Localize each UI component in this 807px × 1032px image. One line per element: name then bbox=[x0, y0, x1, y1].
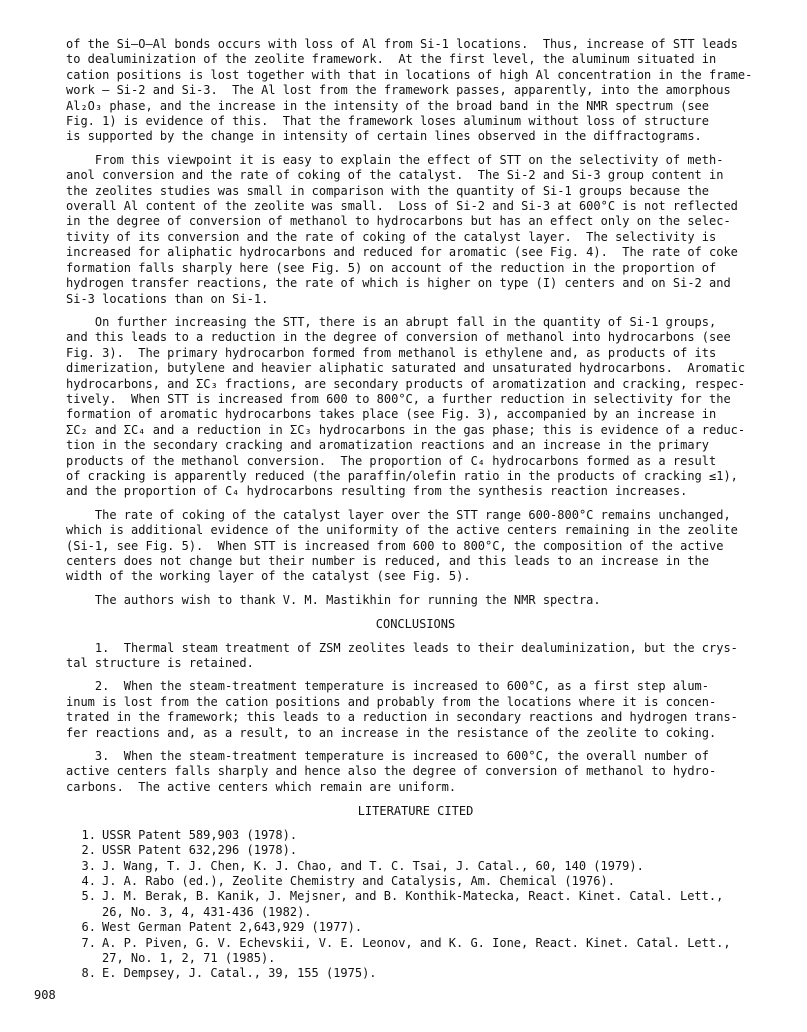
reference-number: 7. bbox=[81, 935, 96, 950]
reference-text: E. Dempsey, J. Catal., 39, 155 (1975). bbox=[102, 966, 377, 981]
reference-item bbox=[81, 858, 765, 874]
reference-text: A. P. Piven, G. V. Echevskii, V. E. Leonov, and K. G. Ione, React. Kinet. Catal. Lett., 27, No. 1, 2, 71 (1985). bbox=[102, 935, 731, 965]
reference-item bbox=[81, 966, 765, 981]
reference-number: 8. bbox=[81, 966, 96, 981]
conclusion-item: 1. Thermal steam treatment of ZSM zeolites leads to their dealuminization, but the crys- tal structure is retained. bbox=[66, 640, 738, 671]
conclusions-heading: CONCLUSIONS bbox=[375, 617, 456, 632]
reference-text: J. A. Rabo (ed.), Zeolite Chemistry and Catalysis, Am. Chemical (1976). bbox=[102, 873, 615, 888]
reference-number: 2. bbox=[81, 843, 96, 858]
reference-text: USSR Patent 632,296 (1978). bbox=[102, 843, 298, 858]
reference-number: 5. bbox=[81, 889, 96, 904]
reference-text: J. M. Berak, B. Kanik, J. Mejsner, and B. Konthik-Matecka, React. Kinet. Catal. Lett., 26, No. 3, 4, 431-436 (1982). bbox=[102, 889, 724, 919]
paragraph: On further increasing the STT, there is an abrupt fall in the quantity of Si-1 groups, and this leads to a reduction in the degree of conversion of methanol into hydrocarbons (see Fig. 3). The primary hydrocarbon formed from methanol is ethylene and, as products of its dimerization, butylene and heavier aliphatic saturated and unsaturated hydrocarbons. Aromatic hydrocarbons, and ΣC₃ fractions, are secondary products of aromatization and cracking, respec- tively. When STT is increased from 600 to 800°C, a further reduction in selectivity for the formation of aromatic hydrocarbons takes place (see Fig. 3), accompanied by an increase in ΣC₂ and ΣC₄ and a reduction in ΣC₃ hydrocarbons in the gas phase; this is evidence of a reduc- tion in the secondary cracking and aromatization reactions and an increase in the primary products of the methanol conversion. The proportion of C₄ hydrocarbons formed as a result of cracking is apparently reduced (the paraffin/olefin ratio in the products of cracking ≤1), and the proportion of C₄ hydrocarbons resulting from the synthesis reaction increases. bbox=[66, 314, 746, 499]
reference-number: 1. bbox=[81, 827, 96, 842]
reference-item bbox=[81, 843, 765, 858]
reference-item bbox=[81, 889, 765, 920]
page-number: 908 bbox=[34, 988, 56, 1002]
reference-number: 3. bbox=[81, 858, 96, 873]
conclusion-item: 2. When the steam-treatment temperature is increased to 600°C, as a first step alum- inum is lost from the cation positions and probably from the locations where it is concen- trated in the framework; this leads to a reduction in secondary reactions and hydrogen trans- fer reactions and, as a result, to an increase in the resistance of the zeolite to coking. bbox=[66, 679, 738, 740]
paragraph: The rate of coking of the catalyst layer over the STT range 600-800°C remains unchanged, which is additional evidence of the uniformity of the active centers remaining in the zeolite (Si-1, see Fig. 5). When STT is increased from 600 to 800°C, the composition of the active centers does not change but their number is reduced, and this leads to an increase in the width of the working layer of the catalyst (see Fig. 5). bbox=[66, 507, 738, 584]
reference-number: 6. bbox=[81, 920, 96, 935]
reference-text: West German Patent 2,643,929 (1977). bbox=[102, 920, 363, 935]
paragraph: From this viewpoint it is easy to explain the effect of STT on the selectivity of meth- anol conversion and the rate of coking of the catalyst. The Si-2 and Si-3 group content in the zeolites studies was small in comparison with the quantity of Si-1 groups because the overall Al content of the zeolite was small. Loss of Si-2 and Si-3 at 600°C is not reflected in the degree of conversion of methanol to hydrocarbons but has an effect only on the selec- tivity of its conversion and the rate of coking of the catalyst layer. The selectivity is increased for aliphatic hydrocarbons and reduced for aromatic (see Fig. 4). The rate of coke formation falls sharply here (see Fig. 5) on account of the reduction in the proportion of hydrogen transfer reactions, the rate of which is higher on type (I) centers and on Si-2 and Si-3 locations than on Si-1. bbox=[66, 152, 738, 306]
literature-heading: LITERATURE CITED bbox=[357, 804, 474, 819]
reference-text: J. Wang, T. J. Chen, K. J. Chao, and T. C. Tsai, J. Catal., 60, 140 (1979). bbox=[102, 858, 644, 873]
acknowledgement: The authors wish to thank V. M. Mastikhin for running the NMR spectra. bbox=[66, 592, 601, 607]
reference-list bbox=[66, 828, 765, 982]
reference-text: USSR Patent 589,903 (1978). bbox=[102, 827, 298, 842]
conclusion-item: 3. When the steam-treatment temperature is increased to 600°C, the overall number of active centers falls sharply and hence also the degree of conversion of methanol to hydro- carbons. The active centers which remain are uniform. bbox=[66, 749, 717, 794]
reference-item bbox=[81, 827, 765, 843]
conclusions-list bbox=[66, 641, 765, 796]
body-text bbox=[66, 37, 765, 608]
reference-number: 4. bbox=[81, 873, 96, 888]
reference-item bbox=[81, 920, 765, 935]
paragraph: of the Si–O–Al bonds occurs with loss of Al from Si-1 locations. Thus, increase of STT leads to dealuminization of the zeolite framework. At the first level, the aluminum situated in cation positions is lost together with that in locations of high Al concentration in the frame- work – Si-2 and Si-3. The Al lost from the framework passes, apparently, into the amorphous Al₂O₃ phase, and the increase in the intensity of the broad band in the NMR spectrum (see Fig. 1) is evidence of this. That the framework loses aluminum without loss of structure is supported by the change in intensity of certain lines observed in the diffractograms. bbox=[66, 37, 753, 144]
reference-item bbox=[81, 873, 765, 889]
reference-item bbox=[81, 935, 765, 967]
